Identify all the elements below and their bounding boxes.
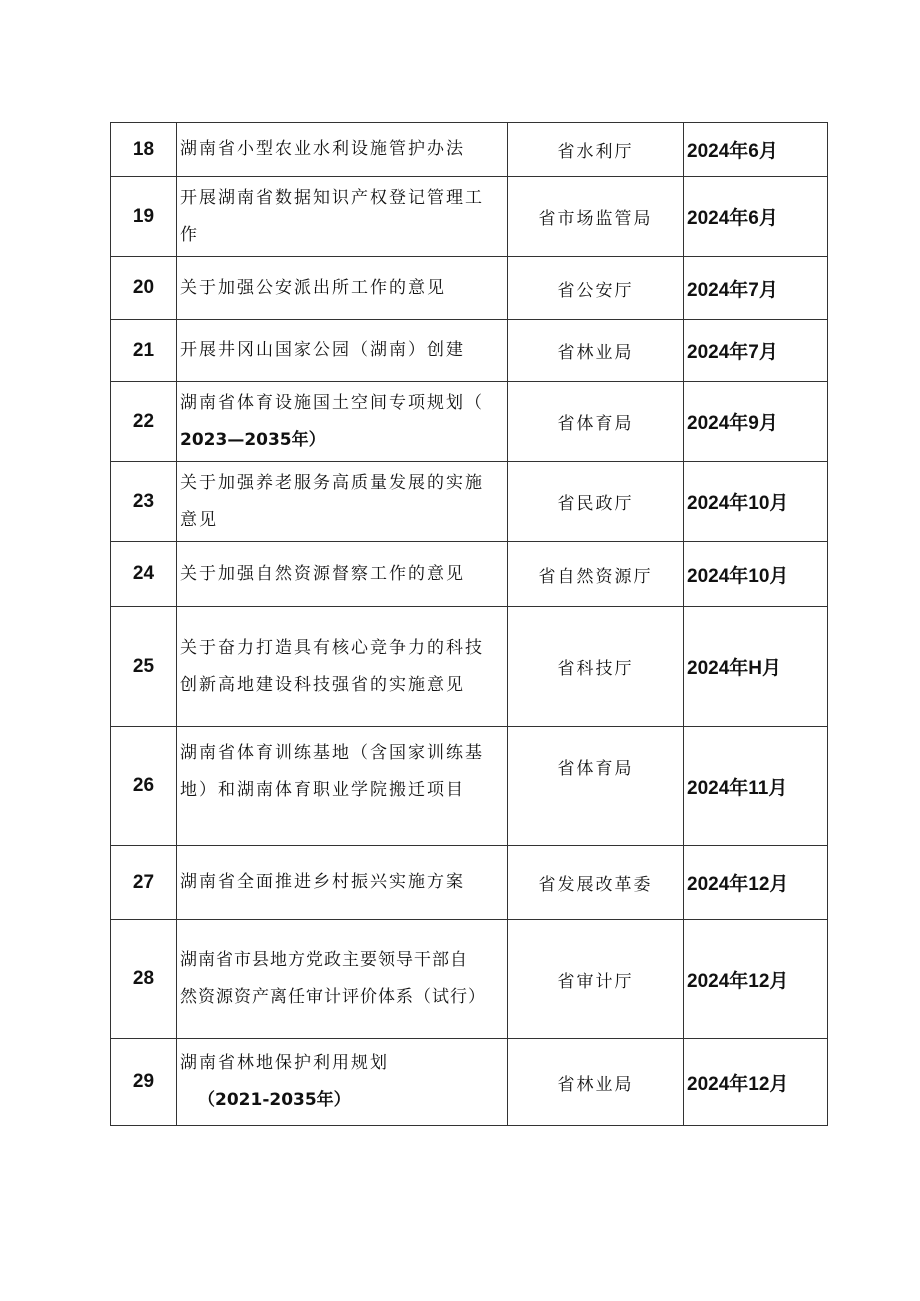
due-date: 2024年12月	[684, 920, 828, 1039]
due-date: 2024年10月	[684, 462, 828, 542]
table-row	[111, 177, 828, 257]
table-row	[111, 542, 828, 607]
due-date: 2024年7月	[684, 257, 828, 320]
policy-title: 湖南省小型农业水利设施管护办法	[177, 123, 508, 177]
row-number: 28	[111, 920, 177, 1039]
department: 省林业局	[508, 1039, 684, 1126]
policy-title: 湖南省体育训练基地（含国家训练基 地）和湖南体育职业学院搬迁项目	[177, 727, 508, 846]
row-number: 24	[111, 542, 177, 607]
table-row	[111, 123, 828, 177]
policy-title: 开展井冈山国家公园（湖南）创建	[177, 320, 508, 382]
department: 省体育局	[508, 382, 684, 462]
table-row	[111, 382, 828, 462]
table-row	[111, 920, 828, 1039]
policy-table	[110, 122, 828, 1126]
row-number: 29	[111, 1039, 177, 1126]
department: 省科技厅	[508, 607, 684, 727]
row-number: 18	[111, 123, 177, 177]
row-number: 21	[111, 320, 177, 382]
due-date: 2024年H月	[684, 607, 828, 727]
due-date: 2024年12月	[684, 1039, 828, 1126]
department: 省民政厅	[508, 462, 684, 542]
policy-title: 关于加强养老服务高质量发展的实施 意见	[177, 462, 508, 542]
due-date: 2024年12月	[684, 846, 828, 920]
policy-title: 湖南省林地保护利用规划 （2021-2035年）	[177, 1039, 508, 1126]
due-date: 2024年6月	[684, 123, 828, 177]
policy-title: 湖南省全面推进乡村振兴实施方案	[177, 846, 508, 920]
row-number: 22	[111, 382, 177, 462]
due-date: 2024年11月	[684, 727, 828, 846]
department: 省市场监管局	[508, 177, 684, 257]
department: 省审计厅	[508, 920, 684, 1039]
department: 省发展改革委	[508, 846, 684, 920]
table-row	[111, 462, 828, 542]
table-row	[111, 320, 828, 382]
row-number: 19	[111, 177, 177, 257]
policy-title: 湖南省市县地方党政主要领导干部自 然资源资产离任审计评价体系（试行）	[177, 920, 508, 1039]
policy-title: 湖南省体育设施国土空间专项规划（ 2023—2035年）	[177, 382, 508, 462]
row-number: 26	[111, 727, 177, 846]
policy-title: 开展湖南省数据知识产权登记管理工 作	[177, 177, 508, 257]
table-row	[111, 257, 828, 320]
due-date: 2024年6月	[684, 177, 828, 257]
due-date: 2024年10月	[684, 542, 828, 607]
department: 省公安厅	[508, 257, 684, 320]
department: 省林业局	[508, 320, 684, 382]
table-row	[111, 607, 828, 727]
row-number: 27	[111, 846, 177, 920]
table-row	[111, 846, 828, 920]
row-number: 20	[111, 257, 177, 320]
row-number: 25	[111, 607, 177, 727]
row-number: 23	[111, 462, 177, 542]
due-date: 2024年7月	[684, 320, 828, 382]
policy-title: 关于加强自然资源督察工作的意见	[177, 542, 508, 607]
policy-title: 关于奋力打造具有核心竞争力的科技 创新高地建设科技强省的实施意见	[177, 607, 508, 727]
department: 省自然资源厅	[508, 542, 684, 607]
department: 省体育局	[508, 727, 684, 846]
department: 省水利厅	[508, 123, 684, 177]
table-row	[111, 727, 828, 846]
policy-title: 关于加强公安派出所工作的意见	[177, 257, 508, 320]
table-row	[111, 1039, 828, 1126]
due-date: 2024年9月	[684, 382, 828, 462]
